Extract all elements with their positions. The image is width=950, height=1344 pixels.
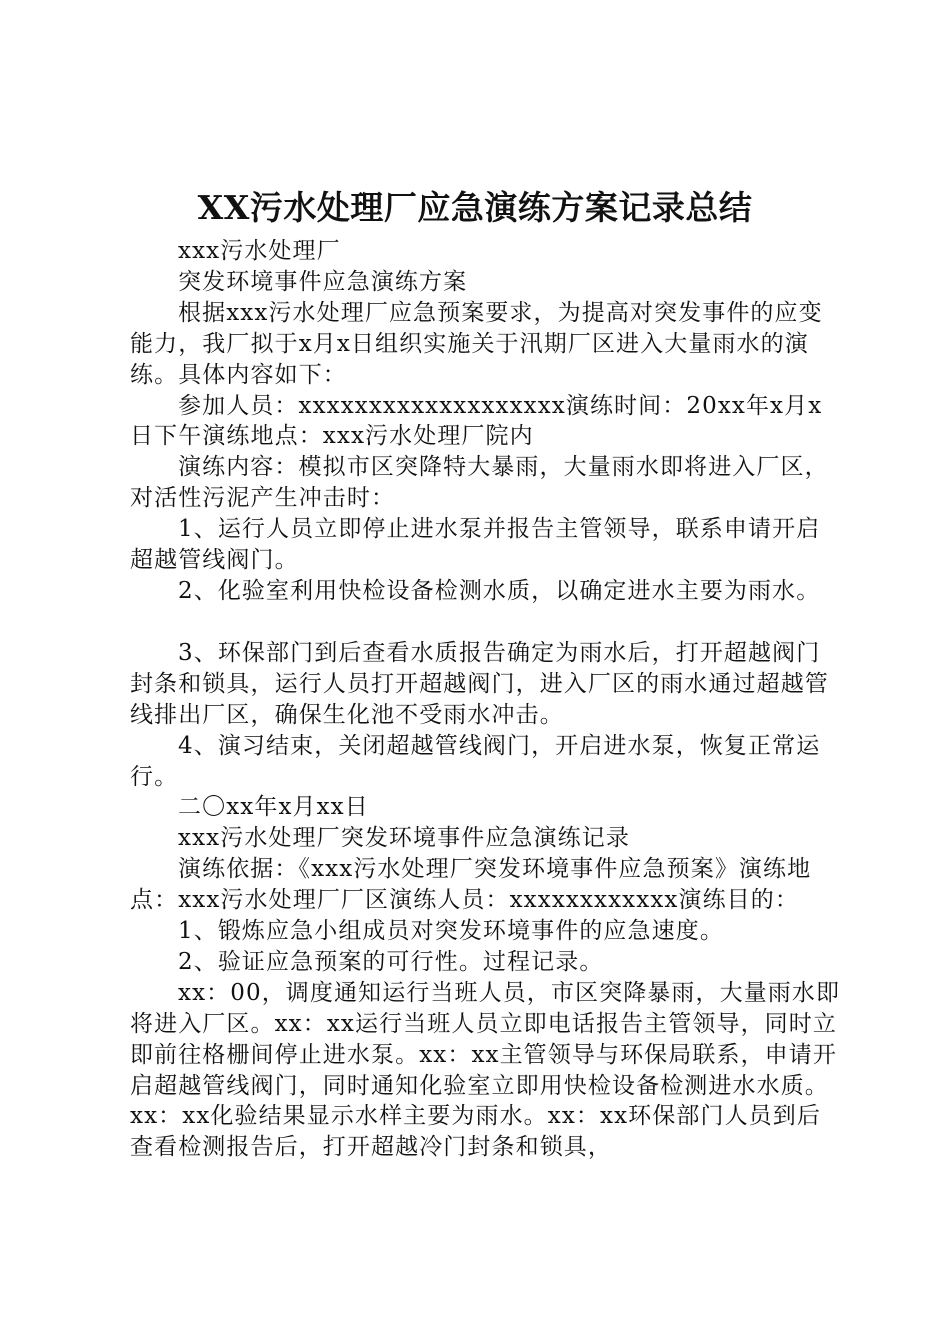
paragraph-plan-heading: 突发环境事件应急演练方案	[178, 268, 468, 295]
paragraph-participants: 参加人员：xxxxxxxxxxxxxxxxxxx演练时间：20xx年x月x日下午演练地点：xxx污水处理厂院内	[130, 392, 823, 450]
paragraph-introduction: 根据xxx污水处理厂应急预案要求，为提高对突发事件的应变能力，我厂拟于x月x日组织实施关于汛期厂区进入大量雨水的演练。具体内容如下：	[130, 299, 823, 388]
paragraph-purpose-1: 1、锻炼应急小组成员对突发环境事件的应急速度。	[178, 918, 724, 945]
paragraph-step-4: 4、演习结束，关闭超越管线阀门，开启进水泵，恢复正常运行。	[130, 732, 821, 790]
paragraph-drill-content: 演练内容：模拟市区突降特大暴雨，大量雨水即将进入厂区，对活性污泥产生冲击时：	[130, 454, 829, 512]
paragraph-drill-basis: 演练依据：《xxx污水处理厂突发环境事件应急预案》演练地点：xxx污水处理厂厂区演练人员：xxxxxxxxxxxx演练目的：	[130, 856, 812, 914]
paragraph-purpose-2: 2、验证应急预案的可行性。过程记录。	[178, 948, 604, 975]
paragraph-step-1: 1、运行人员立即停止进水泵并报告主管领导，联系申请开启超越管线阀门。	[130, 516, 821, 574]
document-body	[130, 236, 842, 1163]
paragraph-step-3: 3、环保部门到后查看水质报告确定为雨水后，打开超越阀门封条和锁具，运行人员打开超越阀门，进入厂区的雨水通过超越管线排出厂区，确保生化池不受雨水冲击。	[130, 639, 829, 728]
paragraph-step-2: 2、化验室利用快检设备检测水质，以确定进水主要为雨水。	[178, 577, 821, 604]
document-title: XX污水处理厂应急演练方案记录总结	[197, 188, 753, 227]
paragraph-record-heading: xxx污水处理厂突发环境事件应急演练记录	[178, 825, 630, 852]
paragraph-plant-name: xxx污水处理厂	[178, 238, 341, 264]
paragraph-date: 二〇xx年x月xx日	[178, 794, 369, 821]
paragraph-process-record: xx：00，调度通知运行当班人员，市区突降暴雨，大量雨水即将进入厂区。xx：xx运行当班人员立即电话报告主管领导，同时立即前往格栅间停止进水泵。xx：xx主管领导与环保局联系，申请开启超越管线阀门，同时通知化验室立即用快检设备检测进水水质。xx：xx化验结果显示水样主要为雨水。xx：xx环保部门人员到后查看检测报告后，打开超越冷门封条和锁具，	[130, 979, 841, 1161]
